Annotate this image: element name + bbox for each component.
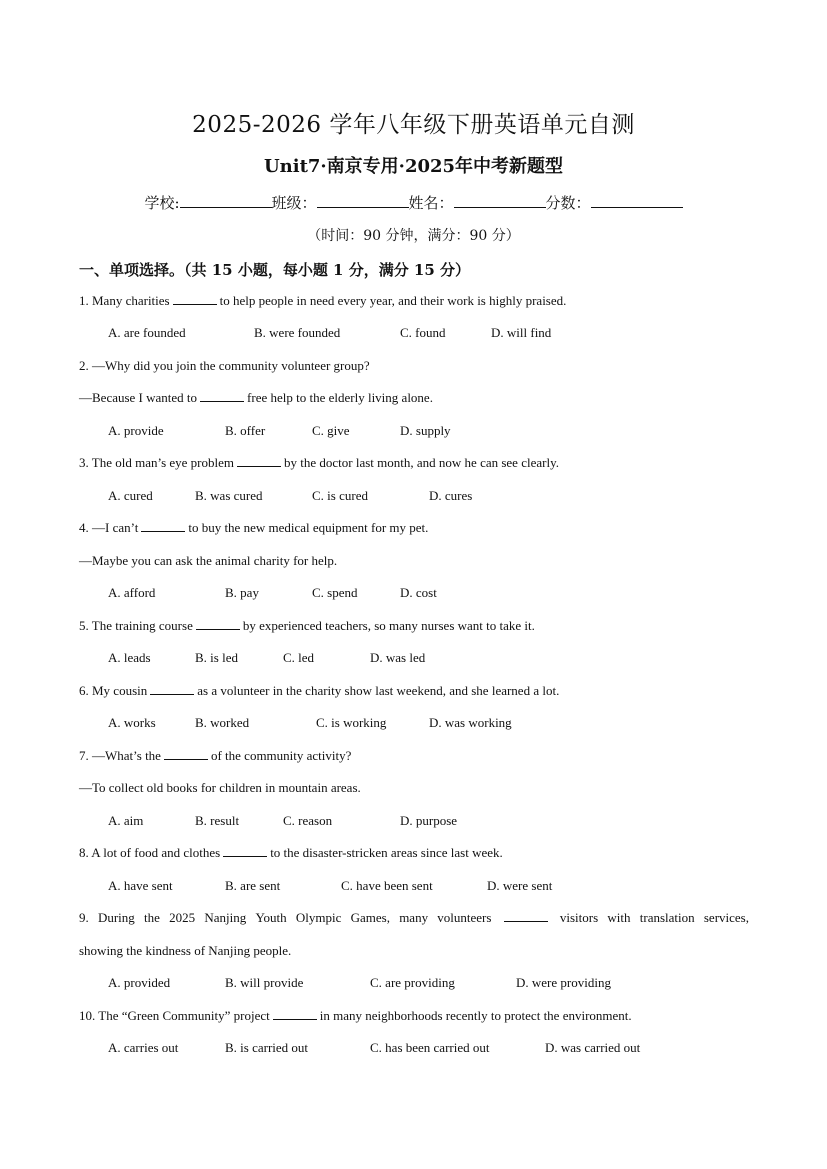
q2-option-d: D. supply: [400, 423, 451, 438]
score-label: 分数：: [545, 194, 591, 212]
q9-word: 2025: [169, 910, 196, 925]
q2-stem-post: free help to the elderly living alone.: [247, 390, 433, 405]
q9-line-2: showing the kindness of Nanjing people.: [79, 943, 292, 958]
q8-option-c: C. have been sent: [341, 878, 433, 893]
q5-option-b: B. is led: [195, 650, 238, 665]
question-5: [79, 618, 535, 634]
q4-option-c: C. spend: [312, 585, 358, 600]
q7-stem-pre: 7. —What’s the: [79, 748, 161, 763]
name-blank[interactable]: [454, 193, 546, 208]
q7-option-d: D. purpose: [400, 813, 458, 828]
q1-stem-post: to help people in need every year, and their work is highly praised.: [219, 293, 567, 308]
q9-word: Youth: [255, 910, 287, 925]
q3-stem-post: by the doctor last month, and now he can see clearly.: [284, 455, 559, 470]
q3-option-a: A. cured: [108, 488, 153, 503]
q2-stem-pre: —Because I wanted to: [79, 390, 198, 405]
q9-word: Olympic: [295, 910, 342, 925]
question-8: [79, 845, 503, 861]
page-subtitle: Unit7·南京专用·2025年中考新题型: [263, 156, 564, 177]
question-2: [79, 390, 433, 406]
q7-blank: [164, 748, 208, 760]
q4-stem-post: to buy the new medical equipment for my pet.: [188, 520, 429, 535]
time-note: （时间：90 分钟，满分：90 分）: [307, 228, 520, 244]
q3-stem-pre: 3. The old man’s eye problem: [79, 455, 235, 470]
section-heading: 一、单项选择。（共 15 小题，每小题 1 分，满分 15 分）: [79, 261, 471, 279]
question-3: [79, 455, 559, 471]
question-1: [79, 293, 566, 309]
q9-word: During: [97, 910, 135, 925]
q8-option-d: D. were sent: [487, 878, 553, 893]
q3-blank: [237, 455, 281, 467]
q9-word: services,: [703, 910, 749, 925]
q2-option-c: C. give: [312, 423, 350, 438]
q7-option-b: B. result: [195, 813, 240, 828]
q1-blank: [173, 293, 217, 305]
q10-stem-post: in many neighborhoods recently to protect the environment.: [319, 1008, 632, 1023]
q10-option-a: A. carries out: [108, 1040, 179, 1055]
q1-option-c: C. found: [400, 325, 446, 340]
page-title: 2025-2026 学年八年级下册英语单元自测: [192, 112, 635, 138]
class-blank[interactable]: [317, 193, 409, 208]
q8-stem-pre: 8. A lot of food and clothes: [79, 845, 221, 860]
q9-word: with: [607, 910, 631, 925]
q3-option-c: C. is cured: [312, 488, 368, 503]
school-label: 学校:: [144, 194, 180, 212]
q2-option-b: B. offer: [225, 423, 266, 438]
student-info-row: [0, 192, 827, 213]
q8-blank: [223, 845, 267, 857]
q6-option-d: D. was working: [429, 715, 512, 730]
q1-option-a: A. are founded: [108, 325, 186, 340]
q5-stem-post: by experienced teachers, so many nurses want to take it.: [242, 618, 535, 633]
q9-blank: [504, 910, 548, 922]
q4-option-d: D. cost: [400, 585, 437, 600]
q5-option-a: A. leads: [108, 650, 151, 665]
q4-line-2: —Maybe you can ask the animal charity for help.: [79, 553, 338, 568]
q4-blank: [141, 520, 185, 532]
question-6: [79, 683, 559, 699]
q1-option-b: B. were founded: [254, 325, 341, 340]
q10-option-c: C. has been carried out: [370, 1040, 490, 1055]
question-7: [79, 748, 351, 764]
q10-blank: [273, 1008, 317, 1020]
q2-line-1: 2. —Why did you join the community volunteer group?: [79, 358, 370, 373]
q4-option-a: A. afford: [108, 585, 156, 600]
score-blank[interactable]: [591, 193, 683, 208]
class-label: 班级：: [271, 194, 317, 212]
question-10: [79, 1008, 632, 1024]
q6-stem-pre: 6. My cousin: [79, 683, 148, 698]
school-blank[interactable]: [180, 193, 272, 208]
q9-option-b: B. will provide: [225, 975, 304, 990]
q9-option-c: C. are providing: [370, 975, 455, 990]
q7-stem-post: of the community activity?: [210, 748, 352, 763]
q4-option-b: B. pay: [225, 585, 259, 600]
q8-option-b: B. are sent: [225, 878, 281, 893]
q9-word: Nanjing: [204, 910, 247, 925]
q9-word: volunteers: [437, 910, 492, 925]
q9-word: many: [399, 910, 429, 925]
q9-word: the: [144, 910, 160, 925]
q6-option-b: B. worked: [195, 715, 250, 730]
name-label: 姓名：: [408, 194, 454, 212]
q1-stem-pre: 1. Many charities: [79, 293, 170, 308]
q8-option-a: A. have sent: [108, 878, 173, 893]
q6-stem-post: as a volunteer in the charity show last weekend, and she learned a lot.: [197, 683, 560, 698]
q6-option-c: C. is working: [316, 715, 387, 730]
q9-word: Games,: [350, 910, 390, 925]
q4-stem-pre: 4. —I can’t: [79, 520, 139, 535]
q9-option-d: D. were providing: [516, 975, 611, 990]
q2-blank: [200, 390, 244, 402]
question-9: [79, 910, 749, 926]
q5-stem-pre: 5. The training course: [79, 618, 193, 633]
q9-word: visitors: [559, 910, 599, 925]
q10-option-b: B. is carried out: [225, 1040, 309, 1055]
q5-option-c: C. led: [283, 650, 315, 665]
q6-option-a: A. works: [108, 715, 156, 730]
q3-option-b: B. was cured: [195, 488, 263, 503]
q5-blank: [196, 618, 240, 630]
q7-option-a: A. aim: [108, 813, 144, 828]
q3-option-d: D. cures: [429, 488, 473, 503]
q7-line-2: —To collect old books for children in mountain areas.: [79, 780, 361, 795]
q5-option-d: D. was led: [370, 650, 426, 665]
question-4: [79, 520, 428, 536]
q9-word: 9.: [79, 910, 89, 925]
q10-option-d: D. was carried out: [545, 1040, 641, 1055]
q6-blank: [150, 683, 194, 695]
q9-word: translation: [639, 910, 695, 925]
q7-option-c: C. reason: [283, 813, 333, 828]
q8-stem-post: to the disaster-stricken areas since last week.: [270, 845, 503, 860]
q2-option-a: A. provide: [108, 423, 164, 438]
q1-option-d: D. will find: [491, 325, 552, 340]
q10-stem-pre: 10. The “Green Community” project: [79, 1008, 270, 1023]
q9-option-a: A. provided: [108, 975, 171, 990]
